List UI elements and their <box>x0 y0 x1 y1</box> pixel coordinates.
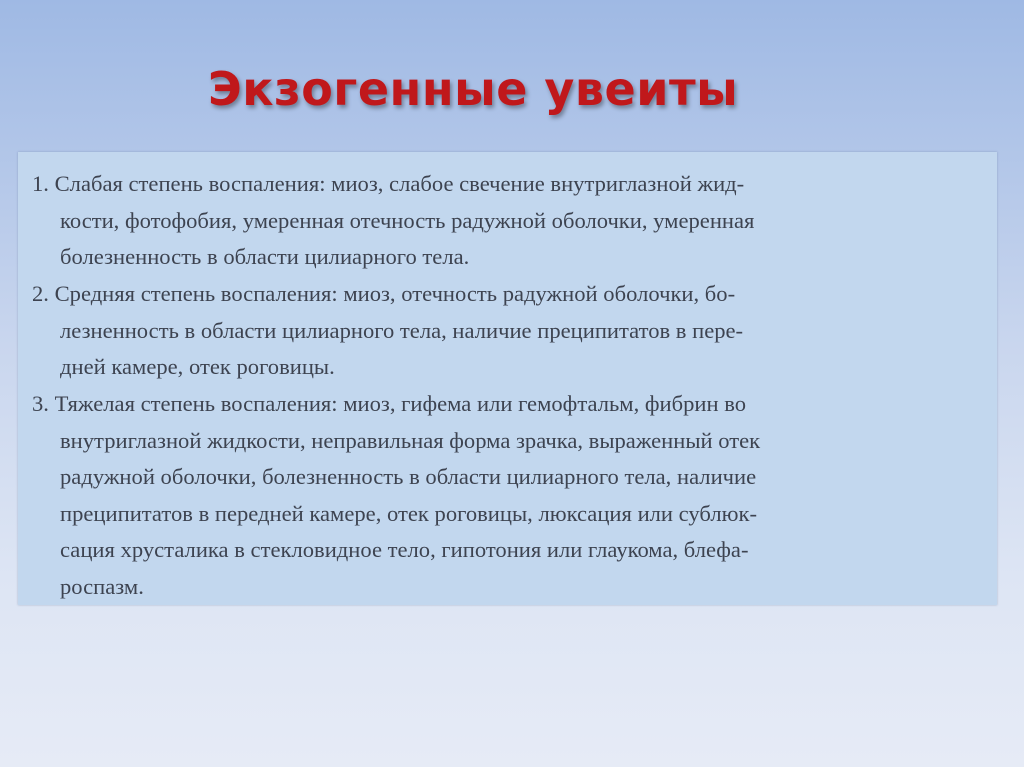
list-item <box>32 276 984 386</box>
scanned-text-image <box>18 152 997 605</box>
text-line: сация хрусталика в стекловидное тело, гипотония или глаукома, блефа- <box>60 537 749 562</box>
text-line: 2. Средняя степень воспаления: миоз, отечность радужной оболочки, бо- <box>32 281 736 306</box>
text-line: 1. Слабая степень воспаления: миоз, слабое свечение внутриглазной жид- <box>32 171 745 196</box>
list-item <box>32 166 984 276</box>
text-line: кости, фотофобия, умеренная отечность радужной оболочки, умеренная <box>60 207 755 233</box>
text-line: 3. Тяжелая степень воспаления: миоз, гифема или гемофтальм, фибрин во <box>32 391 747 416</box>
text-line: радужной оболочки, болезненность в области цилиарного тела, наличие <box>60 464 757 489</box>
text-line: дней камере, отек роговицы. <box>60 354 335 379</box>
list-item <box>32 386 984 605</box>
slide-title: Экзогенные увеиты <box>208 62 739 116</box>
text-line: роспазм. <box>60 573 144 599</box>
text-line: лезненность в области цилиарного тела, наличие преципитатов в пере- <box>60 317 744 343</box>
text-line: внутриглазной жидкости, неправильная форма зрачка, выраженный отек <box>60 427 761 453</box>
text-line: преципитатов в передней камере, отек роговицы, люксация или сублюк- <box>60 500 757 526</box>
text-line: болезненность в области цилиарного тела. <box>60 244 470 269</box>
